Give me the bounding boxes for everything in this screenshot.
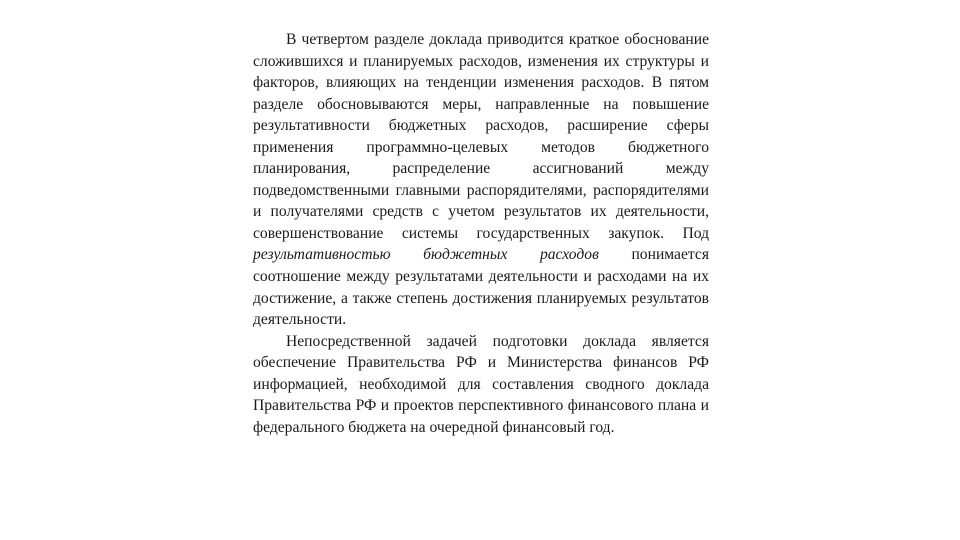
paragraph-report-section-four-five [253, 29, 709, 331]
paragraph-report-task [253, 331, 709, 439]
emphasis-budget-effectiveness: результативностью бюджетных расходов [253, 246, 599, 264]
document-body [253, 29, 709, 438]
paragraph-2-text: Непосредственной задачей подготовки доклада является обеспечение Правительства РФ и Министерства финансов РФ информацией, необходимой для составления сводного доклада Правительства РФ и проектов перспективного финансового плана и федерального бюджета на очередной финансовый год. [253, 332, 709, 436]
paragraph-1-text-after: понимается соотношение между результатами деятельности и расходами на их достижение, а также степень достижения планируемых результатов деятельности. [253, 246, 709, 329]
paragraph-1-text-before: В четвертом разделе доклада приводится краткое обоснование сложившихся и планируемых расходов, изменения их структуры и факторов, влияющих на тенденции изменения расходов. В пятом разделе обосновываются меры, направленные на повышение результативности бюджетных расходов, расширение сферы применения программно-целевых методов бюджетного планирования, распределение ассигнований между подведомственными главными распорядителями, распорядителями и получателями средств с учетом результатов их деятельности, совершенствование системы государственных закупок. Под [253, 31, 709, 242]
